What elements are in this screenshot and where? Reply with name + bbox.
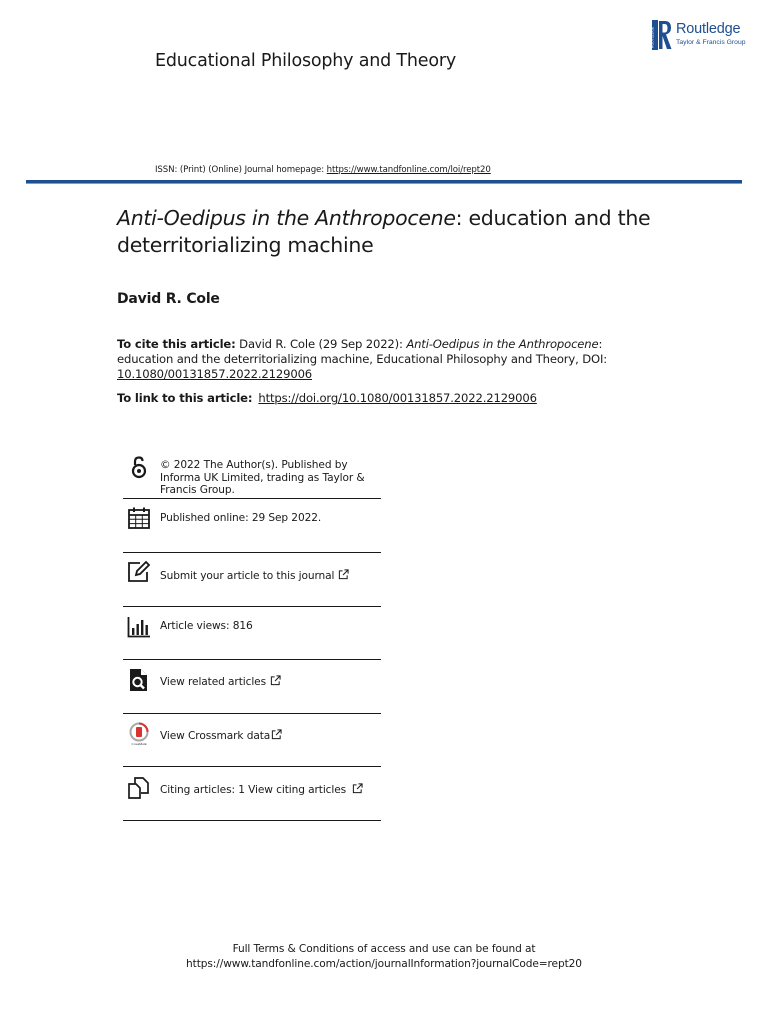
journal-title: Educational Philosophy and Theory <box>155 51 456 71</box>
article-title-rest: : education and the deterritorializing machine <box>117 206 651 257</box>
citing-row[interactable] <box>123 767 381 821</box>
bar-chart-icon <box>127 615 151 639</box>
related-articles-link[interactable] <box>160 675 281 689</box>
citation-doi-link[interactable]: 10.1080/00131857.2022.2129006 <box>117 367 313 381</box>
document-search-icon <box>127 668 151 692</box>
citation-suffix: : education and the deterritorializing machine, Educational Philosophy and Theory, DOI: <box>117 337 607 366</box>
terms-footer-line1: Full Terms & Conditions of access and use can be found at <box>232 943 536 955</box>
citation-label: To cite this article: <box>117 337 236 351</box>
citing-articles-text: Citing articles: 1 View citing articles <box>160 784 347 796</box>
article-title <box>117 205 677 259</box>
license-row <box>123 452 381 499</box>
logo-side-text: ROUTLEDGE <box>650 26 655 48</box>
external-link-icon <box>270 675 281 686</box>
published-online-text: Published online: 29 Sep 2022. <box>160 512 322 524</box>
citation-prefix: David R. Cole (29 Sep 2022): <box>235 337 407 351</box>
published-row <box>123 499 381 553</box>
calendar-icon <box>127 506 151 530</box>
article-author: David R. Cole <box>117 291 220 307</box>
publisher-logo <box>652 20 752 50</box>
crossmark-link[interactable] <box>160 729 282 743</box>
article-doi-url-link[interactable]: https://doi.org/10.1080/00131857.2022.2129006 <box>258 391 537 405</box>
article-info-panel <box>123 452 381 821</box>
submit-article-text: Submit your article to this journal <box>160 570 335 582</box>
routledge-logo-icon <box>652 20 672 50</box>
article-link-block <box>117 391 537 405</box>
article-link-label: To link to this article: <box>117 391 253 405</box>
submit-article-link[interactable] <box>160 569 349 583</box>
views-row <box>123 607 381 660</box>
terms-footer <box>0 942 768 972</box>
publisher-name: Routledge <box>676 21 741 37</box>
crossmark-text: View Crossmark data <box>160 730 271 742</box>
header-divider <box>26 180 742 183</box>
citing-articles-link[interactable] <box>160 783 363 797</box>
citation-block <box>117 337 637 382</box>
external-link-icon <box>271 729 282 740</box>
journal-homepage-link[interactable]: https://www.tandfonline.com/loi/rept20 <box>326 165 491 175</box>
related-articles-text: View related articles <box>160 676 266 688</box>
article-views-text: Article views: 816 <box>160 620 253 632</box>
license-text: © 2022 The Author(s). Published by Informa UK Limited, trading as Taylor & Francis Group. <box>160 459 365 497</box>
external-link-icon <box>352 783 363 794</box>
article-title-italic: Anti-Oedipus in the Anthropocene <box>117 206 456 230</box>
edit-icon <box>127 560 151 584</box>
citation-title-italic: Anti-Oedipus in the Anthropocene <box>406 337 599 351</box>
publisher-subline: Taylor & Francis Group <box>676 39 746 46</box>
citing-articles-icon <box>127 776 151 800</box>
related-row[interactable] <box>123 660 381 714</box>
issn-line <box>155 165 491 175</box>
external-link-icon <box>338 569 349 580</box>
open-access-icon <box>127 455 151 479</box>
crossmark-icon <box>127 722 151 746</box>
terms-footer-link[interactable]: https://www.tandfonline.com/action/journalInformation?journalCode=rept20 <box>186 958 582 970</box>
crossmark-icon-caption: CrossMark <box>131 742 147 747</box>
submit-row[interactable] <box>123 553 381 607</box>
crossmark-row[interactable] <box>123 714 381 767</box>
issn-text: ISSN: (Print) (Online) Journal homepage: <box>155 165 327 175</box>
